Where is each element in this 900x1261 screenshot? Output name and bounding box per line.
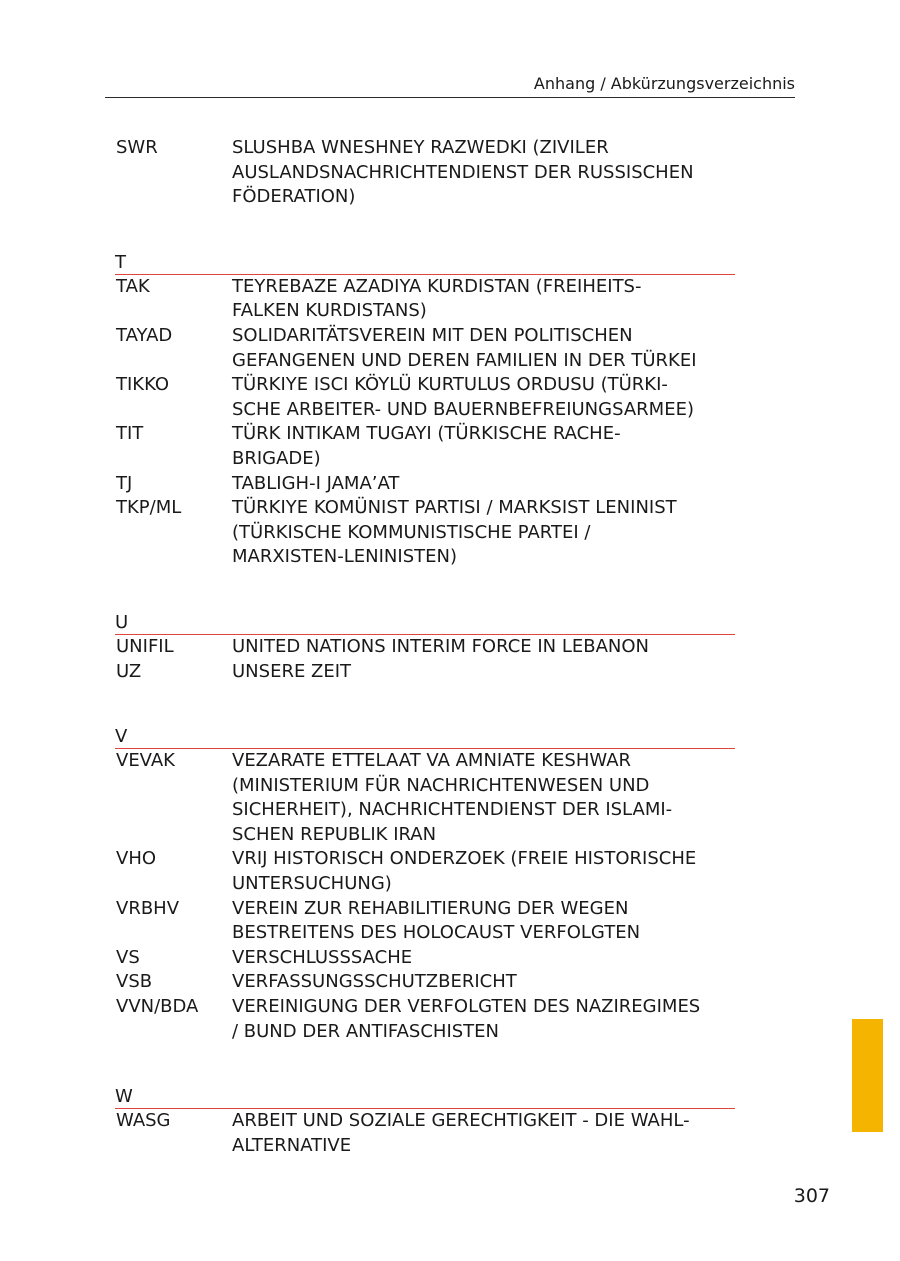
definition-line: / BUND DER ANTIFASCHISTEN (232, 1020, 500, 1042)
definition-line: (TÜRKISCHE KOMMUNISTISCHE PARTEI / (232, 521, 591, 543)
definition (232, 660, 736, 685)
abbreviation: TJ (116, 472, 133, 494)
definition-line: AUSLANDSNACHRICHTENDIENST DER RUSSISCHEN (232, 161, 694, 183)
definition-line: SCHE ARBEITER- UND BAUERNBEFREIUNGSARMEE) (232, 398, 694, 420)
glossary-entry (116, 472, 736, 497)
definition (232, 1109, 736, 1158)
definition-line: VERSCHLUSSSACHE (232, 946, 413, 968)
definition-line: UNITED NATIONS INTERIM FORCE IN LEBANON (232, 635, 650, 657)
definition (232, 635, 736, 660)
definition-line: BESTREITENS DES HOLOCAUST VERFOLGTEN (232, 922, 641, 944)
glossary-entry (116, 995, 736, 1044)
glossary-entry (116, 1109, 736, 1158)
section-thumb-tab (852, 1019, 883, 1132)
definition (232, 373, 736, 422)
definition (232, 946, 736, 971)
definition-line: SOLIDARITÄTSVEREIN MIT DEN POLITISCHEN (232, 324, 633, 346)
abbreviation: TAK (116, 275, 150, 297)
glossary-entry (116, 136, 736, 210)
definition-line: UNTERSUCHUNG) (232, 873, 392, 895)
definition (232, 496, 736, 570)
abbreviation: TKP/ML (116, 497, 182, 519)
glossary-entry (116, 897, 736, 946)
glossary-entry (116, 635, 736, 660)
abbreviation: TIKKO (116, 374, 170, 396)
definition-line: ALTERNATIVE (232, 1134, 352, 1156)
letter-section-u (116, 610, 736, 684)
abbreviation: TAYAD (116, 324, 173, 346)
letter-section-continued (116, 136, 736, 210)
letter-heading: V (115, 724, 735, 749)
definition-line: MARXISTEN-LENINISTEN) (232, 546, 457, 568)
running-header-text: Anhang / Abkürzungsverzeichnis (533, 74, 795, 93)
letter-heading: T (115, 250, 735, 275)
definition (232, 749, 736, 847)
definition-line: GEFANGENEN UND DEREN FAMILIEN IN DER TÜRKEI (232, 349, 697, 371)
glossary-entry (116, 660, 736, 685)
letter-heading: U (115, 610, 735, 635)
glossary-entry (116, 324, 736, 373)
letter-section-t (116, 250, 736, 570)
definition-line: UNSERE ZEIT (232, 660, 352, 682)
abbreviation: WASG (116, 1110, 171, 1132)
definition-line: TABLIGH-I JAMA’AT (232, 472, 400, 494)
glossary-entry (116, 422, 736, 471)
glossary-entry (116, 749, 736, 847)
definition-line: TÜRKIYE ISCI KÖYLÜ KURTULUS ORDUSU (TÜRKI- (232, 374, 668, 396)
abbreviation: VEVAK (116, 750, 175, 772)
abbreviation: VS (116, 946, 140, 968)
definition (232, 970, 736, 995)
glossary-entry (116, 496, 736, 570)
definition (232, 275, 736, 324)
definition-line: VRIJ HISTORISCH ONDERZOEK (FREIE HISTORISCHE (232, 848, 697, 870)
definition (232, 847, 736, 896)
definition-line: FALKEN KURDISTANS) (232, 300, 427, 322)
abbreviation: UNIFIL (116, 635, 174, 657)
letter-section-w (116, 1084, 736, 1158)
abbreviation: VRBHV (116, 897, 180, 919)
definition-line: TÜRK INTIKAM TUGAYI (TÜRKISCHE RACHE- (232, 423, 621, 445)
page-number: 307 (793, 1185, 830, 1207)
glossary-entry (116, 970, 736, 995)
definition-line: VERFASSUNGSSCHUTZBERICHT (232, 971, 517, 993)
definition-line: VEREINIGUNG DER VERFOLGTEN DES NAZIREGIMES (232, 996, 701, 1018)
definition-line: VEREIN ZUR REHABILITIERUNG DER WEGEN (232, 897, 629, 919)
definition (232, 422, 736, 471)
definition-line: VEZARATE ETTELAAT VA AMNIATE KESHWAR (232, 750, 632, 772)
abbreviation: TIT (116, 423, 144, 445)
running-header (105, 74, 795, 98)
abbreviation: VVN/BDA (116, 996, 199, 1018)
abbreviation: UZ (116, 660, 142, 682)
definition-line: (MINISTERIUM FÜR NACHRICHTENWESEN UND (232, 774, 650, 796)
definition (232, 995, 736, 1044)
letter-heading: W (115, 1084, 735, 1109)
abbreviation: VSB (116, 971, 153, 993)
glossary-entry (116, 847, 736, 896)
definition-line: SICHERHEIT), NACHRICHTENDIENST DER ISLAMI- (232, 799, 673, 821)
definition (232, 324, 736, 373)
definition-line: FÖDERATION) (232, 186, 356, 208)
abbreviation-list (116, 136, 736, 1198)
definition-line: SCHEN REPUBLIK IRAN (232, 823, 437, 845)
abbreviation: VHO (116, 848, 157, 870)
glossary-entry (116, 275, 736, 324)
definition-line: TEYREBAZE AZADIYA KURDISTAN (FREIHEITS- (232, 275, 642, 297)
glossary-entry (116, 373, 736, 422)
definition (232, 136, 736, 210)
definition-line: SLUSHBA WNESHNEY RAZWEDKI (ZIVILER (232, 137, 609, 158)
abbreviation: SWR (116, 137, 158, 158)
definition-line: ARBEIT UND SOZIALE GERECHTIGKEIT - DIE WAHL- (232, 1110, 690, 1132)
definition-line: TÜRKIYE KOMÜNIST PARTISI / MARKSIST LENINIST (232, 497, 677, 519)
definition (232, 897, 736, 946)
letter-section-v (116, 724, 736, 1044)
glossary-entry (116, 946, 736, 971)
definition-line: BRIGADE) (232, 447, 321, 469)
definition (232, 472, 736, 497)
